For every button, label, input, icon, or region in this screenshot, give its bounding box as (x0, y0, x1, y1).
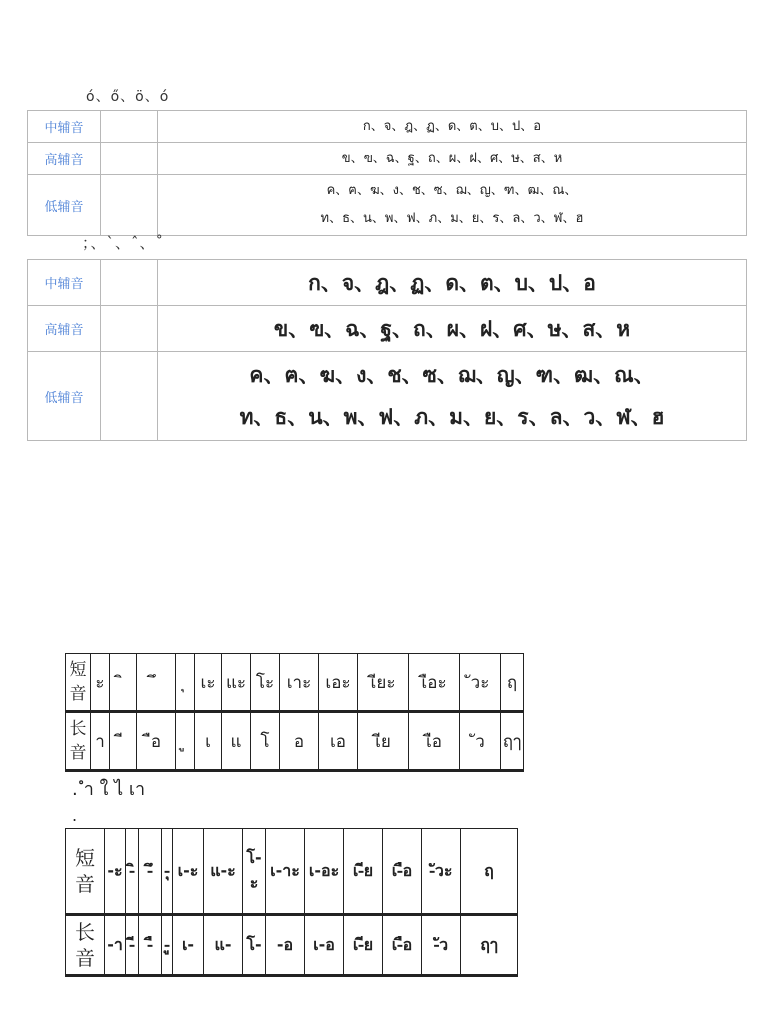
vowel-cell: -ัว (422, 915, 461, 976)
high-consonant-label: 高辅音 (28, 143, 101, 175)
vowel-cell: เ- (173, 915, 204, 976)
vowel-cell: เือะ (409, 654, 460, 712)
vowel-cell: -ะ (105, 829, 126, 915)
vowel-cell: เือ (409, 712, 460, 771)
low-consonant-letters (158, 352, 747, 441)
vowel-cell: เ-อะ (305, 829, 344, 915)
high-consonant-label: 高辅音 (28, 306, 101, 352)
vowel-cell: ือ (137, 712, 176, 771)
vowel-cell: า (91, 712, 110, 771)
vowel-cell: เอ (319, 712, 358, 771)
vowel-cell: ฤ (461, 829, 518, 915)
vowel-cell: อ (280, 712, 319, 771)
vowel-cell: เาะ (280, 654, 319, 712)
vowel-cell: โ (251, 712, 280, 771)
vowel-cell: โ- (243, 915, 266, 976)
dot-line: . (72, 806, 78, 825)
vowel-cell: แะ (222, 654, 251, 712)
vowel-cell: ฤๅ (501, 712, 524, 771)
short-vowel-label: 短音 (66, 654, 91, 712)
low-consonant-letters (158, 175, 747, 236)
vowel-cell: -ัวะ (422, 829, 461, 915)
low-consonant-label: 低辅音 (28, 352, 101, 441)
empty-cell (101, 143, 158, 175)
vowel-cell (176, 654, 195, 712)
vowel-cell: เ (195, 712, 222, 771)
vowel-cell: -ึ (139, 829, 162, 915)
vowel-cell: โ-ะ (243, 829, 266, 915)
empty-cell (101, 260, 158, 306)
vowel-cell: เอะ (319, 654, 358, 712)
vowel-cell: โะ (251, 654, 280, 712)
vowel-cell (137, 654, 176, 712)
vowel-cell: -ุ (162, 829, 173, 915)
vowel-cell (110, 712, 137, 771)
low-consonant-line-1: ค、ฅ、ฆ、ง、ช、ซ、ฌ、ญ、ฑ、ฒ、ณ、 (326, 183, 578, 198)
vowel-cell: -า (105, 915, 126, 976)
vowel-cell: เ-ือ (383, 915, 422, 976)
high-consonant-letters: ข、ฃ、ฉ、ฐ、ถ、ผ、ฝ、ศ、ษ、ส、ห (158, 306, 747, 352)
vowel-cell: ัว (460, 712, 501, 771)
mid-consonant-label: 中辅音 (28, 111, 101, 143)
vowel-cell: ะ (91, 654, 110, 712)
vowel-cell: เ-อ (305, 915, 344, 976)
vowel-cell: -ิ (126, 829, 139, 915)
vowel-cell: แ-ะ (204, 829, 243, 915)
vowel-cell: -อ (266, 915, 305, 976)
long-vowel-label: 长音 (66, 712, 91, 771)
vowel-cell: ฤๅ (461, 915, 518, 976)
long-vowel-label: 长音 (66, 915, 105, 976)
vowel-cell: ฤ (501, 654, 524, 712)
vowel-cell: เีย (358, 712, 409, 771)
mid-consonant-label: 中辅音 (28, 260, 101, 306)
vowel-table-large (65, 828, 518, 977)
vowel-cell: -ื (139, 915, 162, 976)
vowel-cell (176, 712, 195, 771)
vowel-cell: เ-ะ (173, 829, 204, 915)
vowel-cell: -ี (126, 915, 139, 976)
vowel-cell: แ (222, 712, 251, 771)
vowel-cell (110, 654, 137, 712)
empty-cell (101, 175, 158, 236)
low-consonant-label: 低辅音 (28, 175, 101, 236)
vowel-cell: แ- (204, 915, 243, 976)
marks-line: ；、ˋ、ˆ、˚ (82, 234, 165, 252)
low-consonant-line-1: ค、ฅ、ฆ、ง、ช、ซ、ฌ、ญ、ฑ、ฒ、ณ、 (249, 363, 655, 387)
short-vowel-label: 短音 (66, 829, 105, 915)
vowel-table-small (65, 653, 524, 772)
vowel-cell: -ู (162, 915, 173, 976)
special-vowels-line: . ำ ใ ไ เา (72, 779, 146, 800)
vowel-cell: เ-าะ (266, 829, 305, 915)
vowel-cell: เียะ (358, 654, 409, 712)
empty-cell (101, 352, 158, 441)
mid-consonant-letters: ก、จ、ฎ、ฏ、ด、ต、บ、ป、อ (158, 111, 747, 143)
tone-marks-line: ó、ő、ö、ó (86, 89, 170, 105)
empty-cell (101, 306, 158, 352)
vowel-cell: เะ (195, 654, 222, 712)
vowel-cell: ัวะ (460, 654, 501, 712)
consonant-table-small (27, 110, 747, 236)
empty-cell (101, 111, 158, 143)
vowel-cell: เ-ีย (344, 915, 383, 976)
high-consonant-letters: ข、ฃ、ฉ、ฐ、ถ、ผ、ฝ、ศ、ษ、ส、ห (158, 143, 747, 175)
low-consonant-line-2: ท、ธ、น、พ、ฟ、ภ、ม、ย、ร、ล、ว、ฬ、ฮ (239, 405, 665, 429)
vowel-cell: เ-ีย (344, 829, 383, 915)
vowel-cell: เ-ือ (383, 829, 422, 915)
consonant-table-large (27, 259, 747, 441)
low-consonant-line-2: ท、ธ、น、พ、ฟ、ภ、ม、ย、ร、ล、ว、ฬ、ฮ (320, 211, 584, 226)
mid-consonant-letters: ก、จ、ฎ、ฏ、ด、ต、บ、ป、อ (158, 260, 747, 306)
